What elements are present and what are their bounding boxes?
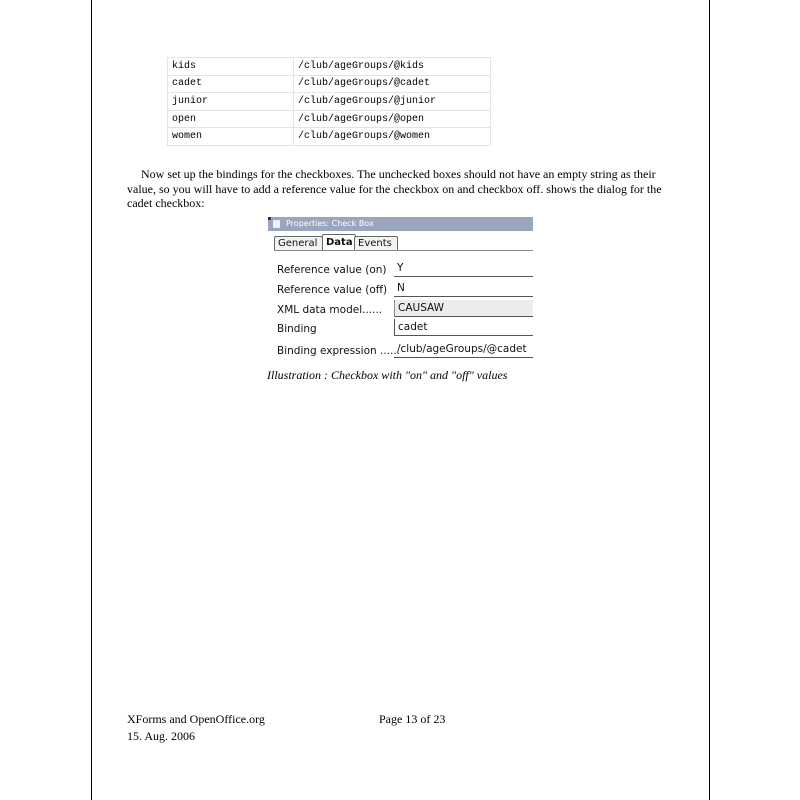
dialog-titlebar <box>268 217 533 231</box>
table-row <box>168 128 491 146</box>
binding-expression-label: Binding expression ...... <box>277 345 401 357</box>
reference-on-field[interactable]: Y <box>394 260 533 277</box>
binding-table <box>167 57 491 146</box>
reference-off-label: Reference value (off) <box>277 284 388 296</box>
tab-general[interactable]: General <box>274 236 323 250</box>
table-cell-name: women <box>168 128 294 146</box>
reference-on-label: Reference value (on) <box>277 264 387 276</box>
tab-data[interactable]: Data <box>322 234 356 250</box>
corner-marker <box>268 217 271 220</box>
body-paragraph-text: Now set up the bindings for the checkboxes. The unchecked boxes should not have an empty string as their value, so you will have to add a reference value for the checkbox on and checkbox off. shows the dialog for the cadet checkbox: <box>127 167 662 210</box>
app-icon <box>273 220 280 228</box>
table-row <box>168 110 491 128</box>
table-row <box>168 93 491 111</box>
table-cell-name: junior <box>168 93 294 111</box>
body-paragraph <box>127 167 672 211</box>
table-cell-path: /club/ageGroups/@women <box>294 128 491 146</box>
field-row-reference-off <box>268 280 533 300</box>
data-model-select[interactable]: CAUSAW <box>394 300 533 317</box>
field-row-reference-on <box>268 260 533 280</box>
table-cell-name: cadet <box>168 75 294 93</box>
table-cell-path: /club/ageGroups/@kids <box>294 58 491 76</box>
binding-label: Binding <box>277 323 317 335</box>
table-cell-name: open <box>168 110 294 128</box>
field-row-binding-expression <box>268 341 533 361</box>
table-cell-name: kids <box>168 58 294 76</box>
page-border-right <box>709 0 710 800</box>
tab-events[interactable]: Events <box>354 236 398 250</box>
tabs-divider <box>274 250 533 251</box>
illustration-caption: Illustration : Checkbox with "on" and "off" values <box>267 368 508 382</box>
binding-field[interactable]: cadet <box>394 319 533 336</box>
footer-page-number: Page 13 of 23 <box>379 712 446 726</box>
table-row <box>168 75 491 93</box>
dialog-title: Properties: Check Box <box>286 219 374 228</box>
binding-expression-field[interactable]: /club/ageGroups/@cadet <box>394 341 533 358</box>
page-border-left <box>91 0 92 800</box>
field-row-data-model <box>268 300 533 320</box>
footer-date: 15. Aug. 2006 <box>127 729 196 743</box>
field-row-binding <box>268 319 533 339</box>
table-cell-path: /club/ageGroups/@junior <box>294 93 491 111</box>
table-cell-path: /club/ageGroups/@open <box>294 110 491 128</box>
reference-off-field[interactable]: N <box>394 280 533 297</box>
properties-dialog-screenshot <box>268 217 533 362</box>
table-cell-path: /club/ageGroups/@cadet <box>294 75 491 93</box>
data-model-label: XML data model...... <box>277 304 383 316</box>
table-row <box>168 58 491 76</box>
footer-title: XForms and OpenOffice.org <box>127 712 265 726</box>
